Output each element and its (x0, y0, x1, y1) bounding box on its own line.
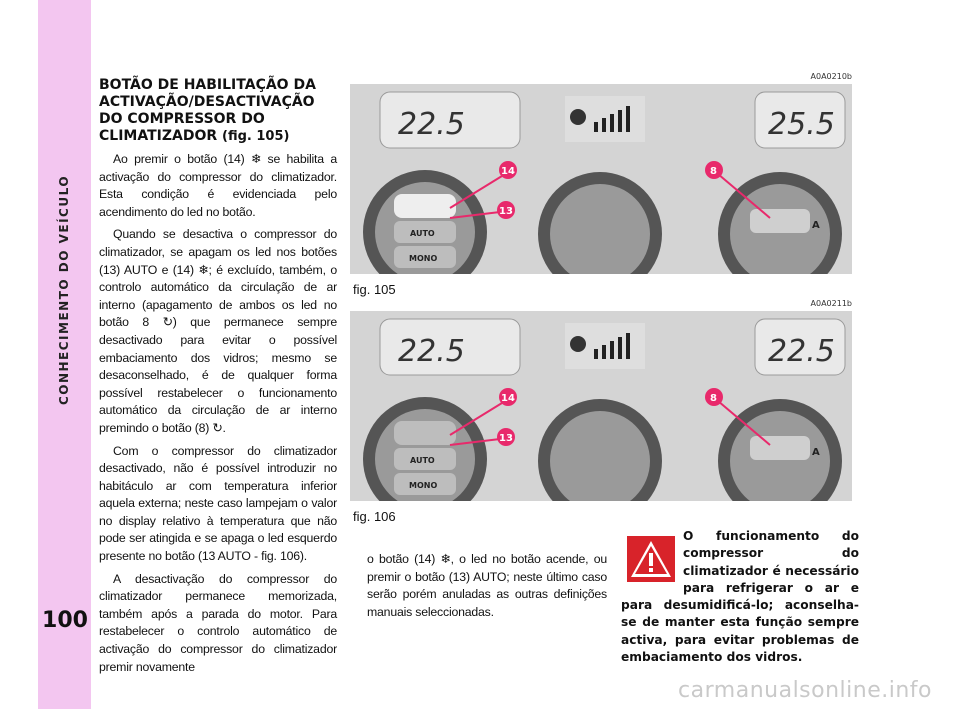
section-title: CONHECIMENTO DO VEÍCULO (57, 174, 71, 406)
recirc-a-label: A (812, 447, 820, 458)
mid-column (367, 551, 607, 626)
watermark: carmanualsonline.info (678, 678, 932, 703)
continuation-paragraph: o botão (14) ❄, o led no botão acende, ou premir o botão (13) AUTO; neste último caso serão porém anuladas as outras definições manuais seleccionadas. (367, 552, 607, 619)
fan-icon (570, 336, 586, 352)
right-temp-display: 22.5 (768, 334, 835, 369)
warning-triangle-icon (627, 536, 675, 582)
callout-14: 14 (501, 393, 515, 404)
left-column (99, 77, 337, 681)
warning-box (621, 528, 859, 666)
figure-106 (350, 299, 852, 539)
climate-panel-illustration (350, 84, 852, 274)
section-heading (99, 77, 337, 145)
auto-button-label: AUTO (410, 229, 435, 238)
callout-14: 14 (501, 166, 515, 177)
heading-text: BOTÃO DE HABILITAÇÃO DA ACTIVAÇÃO/DESACTIVAÇÃO DO COMPRESSOR DO CLIMATIZADOR (99, 77, 316, 144)
callout-8: 8 (710, 166, 717, 177)
left-temp-display: 22.5 (398, 107, 465, 142)
figure-label: fig. 105 (353, 282, 396, 297)
callout-8: 8 (710, 393, 717, 404)
auto-button-label: AUTO (410, 456, 435, 465)
paragraph-3: Com o compressor do climatizador desactivado, não é possível introduzir no habitáculo ar com temperatura inferior aquela externa; neste caso lampejam o valor no display relativo à temperatura que não pode ser atingida e se apaga o led esquerdo presente no botão (13 AUTO - fig. 106). (99, 443, 337, 564)
recirc-a-label: A (812, 220, 820, 231)
fan-icon (570, 109, 586, 125)
callout-13: 13 (499, 433, 513, 444)
right-temp-display: 25.5 (768, 107, 835, 142)
figure-105 (350, 72, 852, 307)
figure-code: A0A0210b (810, 72, 852, 81)
page-number: 100 (42, 608, 88, 633)
climate-panel-illustration (350, 311, 852, 501)
paragraph-1: Ao premir o botão (14) ❄ se habilita a activação do compressor do climatizador. Esta condição é evidenciada pelo acendimento do led no botão. (99, 152, 337, 219)
warning-text-content: O funcionamento do compressor do climatizador é necessário para refrigerar o ar e para desumidificá-lo; aconselha-se de manter esta função sempre activa, para evitar problemas de embaciamento dos vidros. (621, 529, 859, 665)
left-temp-display: 22.5 (398, 334, 465, 369)
figure-code: A0A0211b (810, 299, 852, 308)
callout-13: 13 (499, 206, 513, 217)
mono-button-label: MONO (409, 481, 438, 490)
mono-button-label: MONO (409, 254, 438, 263)
paragraph-2: Quando se desactiva o compressor do climatizador, se apagam os led nos botões (13) AUTO e (14) ❄; é excluído, também, o controlo automático da circulação de ar interno (apagamento de ambos os led no botão 8 ↻) que permanece sempre desactivado para evitar o possível embaciamento dos vidros; mesmo se desaconselhado, é de qualquer forma possível restabelecer o funcionamento automático da circulação de ar interno premindo o botão (8) ↻. (99, 227, 337, 435)
heading-fig-ref: (fig. 105) (222, 129, 290, 144)
figure-label: fig. 106 (353, 509, 396, 524)
paragraph-4: A desactivação do compressor do climatizador permanece memorizada, também após a parada do motor. Para restabelecer o controlo automático de activação do compressor do climatizador premir novamente (99, 571, 337, 674)
